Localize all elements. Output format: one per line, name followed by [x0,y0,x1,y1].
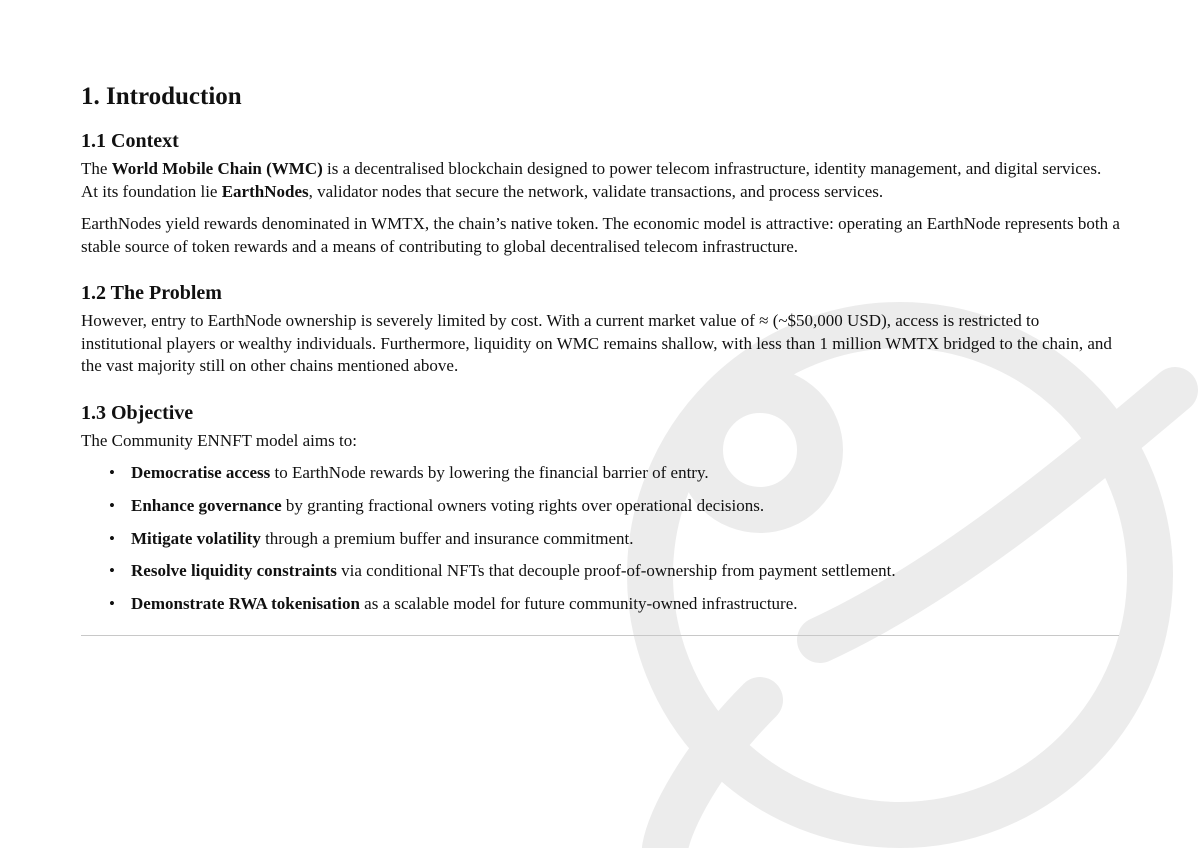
bullet-icon: • [109,594,115,614]
page-title: 1. Introduction [81,83,242,110]
list-item: • Resolve liquidity constraints via conditional NFTs that decouple proof-of-ownership from payment settlement. [109,561,896,581]
horizontal-divider [81,635,1119,636]
section-title-objective: 1.3 Objective [81,401,194,424]
list-item: • Enhance governance by granting fractional owners voting rights over operational decisions. [109,495,765,515]
section-context [81,128,1121,258]
bullet-icon: • [109,528,115,548]
section-objective [81,400,1121,616]
context-paragraph-1: The World Mobile Chain (WMC) is a decentralised blockchain designed to power telecom infrastructure, identity management, and digital services. At its foundation lie EarthNodes, validator nodes that secure the network, validate transactions, and process services. [81,159,1102,201]
objective-intro: The Community ENNFT model aims to: [81,430,357,450]
bullet-icon: • [109,495,115,515]
document-page [81,78,1121,626]
bullet-icon: • [109,463,115,482]
section-title-problem: 1.2 The Problem [81,282,222,304]
list-item: • Demonstrate RWA tokenisation as a scalable model for future community-owned infrastructure. [109,594,798,614]
section-problem [81,280,1121,378]
problem-paragraph: However, entry to EarthNode ownership is severely limited by cost. With a current market value of ≈ (~$50,000 USD), access is restricted to institutional players or wealthy individuals. Furthermore, liquidity on WMC remains shallow, with less than 1 million WMTX bridged to the chain, and the vast majority still on other chains mentioned above. [81,311,1112,375]
context-paragraph-2: EarthNodes yield rewards denominated in WMTX, the chain’s native token. The economic model is attractive: operating an EarthNode represents both a stable source of token rewards and a means of contributing to global decentralised telecom infrastructure. [81,214,1120,256]
list-item: • Mitigate volatility through a premium buffer and insurance commitment. [109,528,634,548]
objective-list [81,462,1121,615]
list-item: • Democratise access to EarthNode rewards by lowering the financial barrier of entry. [109,463,709,482]
bullet-icon: • [109,561,115,581]
section-title-context: 1.1 Context [81,130,179,152]
